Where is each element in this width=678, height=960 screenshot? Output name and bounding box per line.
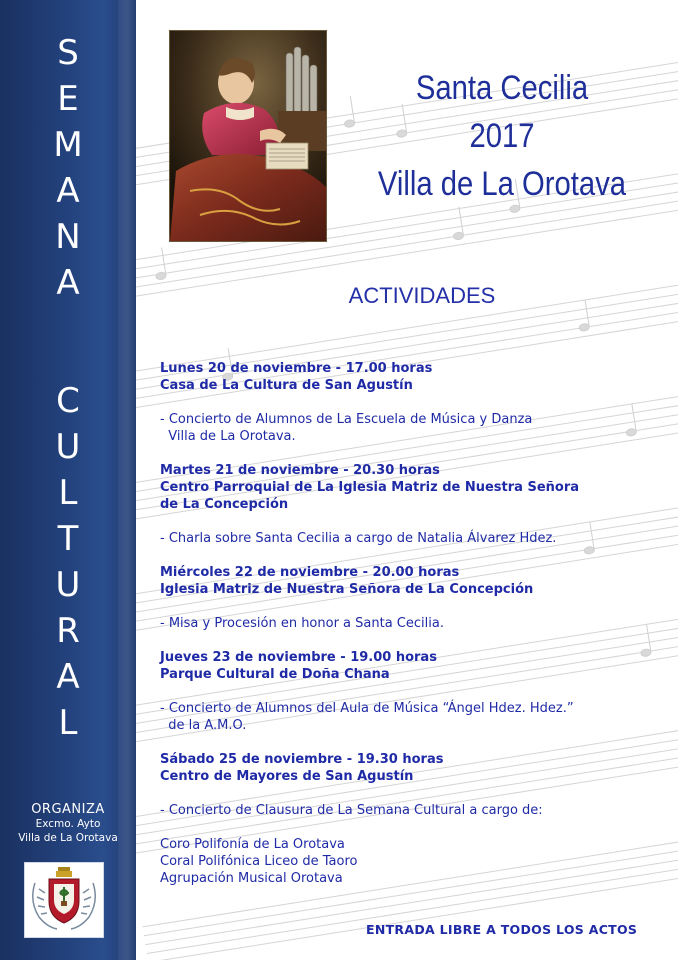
title-line-1: Santa Cecilia — [415, 69, 589, 107]
letter: M — [53, 125, 83, 165]
performer: Coral Polifónica Liceo de Taoro — [160, 854, 358, 869]
sidebar — [0, 0, 136, 960]
event-description: - Misa y Procesión en honor a Santa Cecilia. — [160, 616, 444, 631]
event-description: - Charla sobre Santa Cecilia a cargo de Natalia Álvarez Hdez. — [160, 531, 557, 546]
letter: U — [55, 427, 81, 467]
event-venue: Centro Parroquial de La Iglesia Matriz de Nuestra Señora — [160, 480, 580, 495]
title-line-3: Villa de La Orotava — [377, 165, 627, 203]
letter: U — [55, 565, 81, 605]
poster-main — [136, 0, 678, 960]
organizer-block — [0, 802, 136, 845]
letter: A — [56, 171, 80, 211]
performer: Agrupación Musical Orotava — [160, 871, 343, 886]
letter: S — [57, 33, 79, 73]
poster-title — [326, 64, 678, 208]
event-date-time: Miércoles 22 de noviembre - 20.00 horas — [160, 565, 460, 580]
letter: E — [57, 79, 79, 119]
organiza-label: ORGANIZA — [31, 802, 105, 817]
vertical-word-cultural — [0, 378, 136, 746]
event-venue: Casa de La Cultura de San Agustín — [160, 378, 413, 393]
event-item — [160, 360, 670, 445]
event-description: - Concierto de Alumnos de La Escuela de Música y Danza Villa de La Orotava. — [160, 412, 533, 444]
event-item — [160, 751, 670, 819]
events-list — [160, 360, 670, 887]
free-entry-notice: ENTRADA LIBRE A TODOS LOS ACTOS — [366, 922, 638, 937]
letter: N — [55, 217, 81, 257]
town-crest — [24, 862, 104, 938]
event-item — [160, 649, 670, 734]
crest-icon — [25, 863, 103, 937]
letter: A — [56, 657, 80, 697]
event-date-time: Martes 21 de noviembre - 20.30 horas — [160, 463, 440, 478]
title-line-2: 2017 — [469, 117, 535, 155]
santa-cecilia-painting — [169, 30, 327, 242]
vertical-word-semana — [0, 30, 136, 306]
performer: Coro Polifonía de La Orotava — [160, 837, 345, 852]
event-item — [160, 462, 670, 547]
event-description: - Concierto de Clausura de La Semana Cultural a cargo de: — [160, 803, 543, 818]
letter: C — [56, 381, 80, 421]
letter: T — [57, 519, 79, 559]
section-heading-actividades: ACTIVIDADES — [348, 283, 496, 308]
event-venue: Centro de Mayores de San Agustín — [160, 769, 414, 784]
event-date-time: Lunes 20 de noviembre - 17.00 horas — [160, 361, 433, 376]
organizer-line1: Excmo. Ayto — [35, 818, 101, 830]
event-date-time: Sábado 25 de noviembre - 19.30 horas — [160, 752, 444, 767]
event-venue-cont: de La Concepción — [160, 497, 289, 512]
painting-image — [170, 31, 326, 241]
letter: L — [58, 473, 78, 513]
event-venue: Iglesia Matriz de Nuestra Señora de La Concepción — [160, 582, 534, 597]
letter: A — [56, 263, 80, 303]
letter: R — [56, 611, 80, 651]
event-date-time: Jueves 23 de noviembre - 19.00 horas — [160, 650, 437, 665]
event-item — [160, 564, 670, 632]
event-description: - Concierto de Alumnos del Aula de Música “Ángel Hdez. Hdez.” de la A.M.O. — [160, 701, 574, 733]
performers-list — [160, 836, 670, 887]
letter: L — [58, 703, 78, 743]
organizer-line2: Villa de La Orotava — [18, 832, 118, 844]
event-venue: Parque Cultural de Doña Chana — [160, 667, 390, 682]
